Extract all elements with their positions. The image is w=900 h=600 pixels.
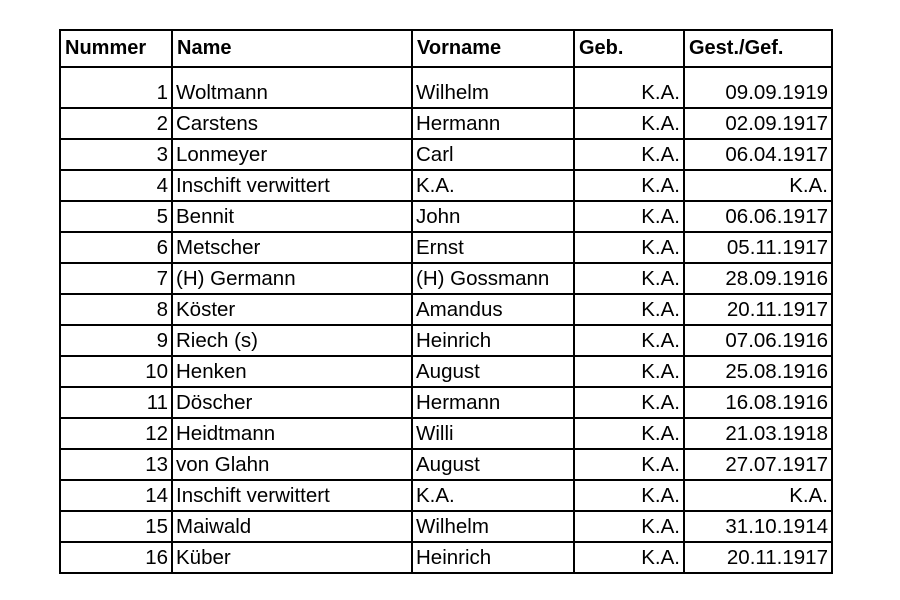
cell-vorname: Wilhelm bbox=[412, 67, 574, 108]
cell-geb: K.A. bbox=[574, 139, 684, 170]
cell-nummer: 4 bbox=[60, 170, 172, 201]
cell-nummer: 12 bbox=[60, 418, 172, 449]
table-row bbox=[60, 387, 832, 418]
table-row bbox=[60, 67, 832, 108]
cell-gest-gef: 20.11.1917 bbox=[684, 542, 832, 573]
cell-vorname: Amandus bbox=[412, 294, 574, 325]
table-row bbox=[60, 139, 832, 170]
table-row bbox=[60, 418, 832, 449]
cell-geb: K.A. bbox=[574, 170, 684, 201]
table-row bbox=[60, 480, 832, 511]
cell-gest-gef: 02.09.1917 bbox=[684, 108, 832, 139]
cell-vorname: K.A. bbox=[412, 480, 574, 511]
cell-name: Lonmeyer bbox=[172, 139, 412, 170]
cell-geb: K.A. bbox=[574, 449, 684, 480]
cell-nummer: 11 bbox=[60, 387, 172, 418]
table-row bbox=[60, 325, 832, 356]
cell-vorname: (H) Gossmann bbox=[412, 263, 574, 294]
cell-nummer: 8 bbox=[60, 294, 172, 325]
cell-nummer: 14 bbox=[60, 480, 172, 511]
cell-name: Döscher bbox=[172, 387, 412, 418]
cell-geb: K.A. bbox=[574, 294, 684, 325]
cell-vorname: Hermann bbox=[412, 387, 574, 418]
header-geb: Geb. bbox=[574, 30, 684, 67]
cell-gest-gef: 06.04.1917 bbox=[684, 139, 832, 170]
cell-gest-gef: 07.06.1916 bbox=[684, 325, 832, 356]
cell-nummer: 6 bbox=[60, 232, 172, 263]
table-row bbox=[60, 263, 832, 294]
header-row bbox=[60, 30, 832, 67]
cell-geb: K.A. bbox=[574, 263, 684, 294]
cell-name: Inschift verwittert bbox=[172, 480, 412, 511]
cell-nummer: 9 bbox=[60, 325, 172, 356]
cell-vorname: Heinrich bbox=[412, 325, 574, 356]
cell-geb: K.A. bbox=[574, 232, 684, 263]
cell-nummer: 1 bbox=[60, 67, 172, 108]
cell-vorname: Carl bbox=[412, 139, 574, 170]
cell-gest-gef: 09.09.1919 bbox=[684, 67, 832, 108]
cell-vorname: Willi bbox=[412, 418, 574, 449]
cell-geb: K.A. bbox=[574, 418, 684, 449]
table-body bbox=[60, 67, 832, 573]
header-vorname: Vorname bbox=[412, 30, 574, 67]
cell-name: Küber bbox=[172, 542, 412, 573]
cell-gest-gef: 27.07.1917 bbox=[684, 449, 832, 480]
cell-nummer: 2 bbox=[60, 108, 172, 139]
cell-gest-gef: 20.11.1917 bbox=[684, 294, 832, 325]
cell-name: Maiwald bbox=[172, 511, 412, 542]
table-row bbox=[60, 232, 832, 263]
cell-gest-gef: 05.11.1917 bbox=[684, 232, 832, 263]
cell-nummer: 10 bbox=[60, 356, 172, 387]
cell-vorname: Hermann bbox=[412, 108, 574, 139]
header-gest-gef: Gest./Gef. bbox=[684, 30, 832, 67]
cell-vorname: Ernst bbox=[412, 232, 574, 263]
cell-geb: K.A. bbox=[574, 387, 684, 418]
cell-gest-gef: 06.06.1917 bbox=[684, 201, 832, 232]
cell-nummer: 5 bbox=[60, 201, 172, 232]
cell-name: Bennit bbox=[172, 201, 412, 232]
cell-name: Woltmann bbox=[172, 67, 412, 108]
cell-geb: K.A. bbox=[574, 325, 684, 356]
table-row bbox=[60, 449, 832, 480]
cell-geb: K.A. bbox=[574, 108, 684, 139]
cell-gest-gef: 21.03.1918 bbox=[684, 418, 832, 449]
cell-nummer: 7 bbox=[60, 263, 172, 294]
cell-vorname: Wilhelm bbox=[412, 511, 574, 542]
table-row bbox=[60, 170, 832, 201]
cell-vorname: K.A. bbox=[412, 170, 574, 201]
cell-geb: K.A. bbox=[574, 480, 684, 511]
names-table bbox=[59, 29, 833, 574]
table-row bbox=[60, 108, 832, 139]
cell-name: (H) Germann bbox=[172, 263, 412, 294]
table-row bbox=[60, 511, 832, 542]
cell-gest-gef: 16.08.1916 bbox=[684, 387, 832, 418]
cell-geb: K.A. bbox=[574, 542, 684, 573]
cell-gest-gef: K.A. bbox=[684, 480, 832, 511]
cell-geb: K.A. bbox=[574, 511, 684, 542]
cell-nummer: 13 bbox=[60, 449, 172, 480]
cell-name: Köster bbox=[172, 294, 412, 325]
cell-nummer: 3 bbox=[60, 139, 172, 170]
cell-gest-gef: 25.08.1916 bbox=[684, 356, 832, 387]
cell-name: Carstens bbox=[172, 108, 412, 139]
table-row bbox=[60, 294, 832, 325]
table-row bbox=[60, 201, 832, 232]
table-row bbox=[60, 542, 832, 573]
header-nummer: Nummer bbox=[60, 30, 172, 67]
cell-name: Inschift verwittert bbox=[172, 170, 412, 201]
cell-name: Heidtmann bbox=[172, 418, 412, 449]
table-row bbox=[60, 356, 832, 387]
cell-name: Riech (s) bbox=[172, 325, 412, 356]
cell-gest-gef: K.A. bbox=[684, 170, 832, 201]
cell-vorname: Heinrich bbox=[412, 542, 574, 573]
cell-gest-gef: 31.10.1914 bbox=[684, 511, 832, 542]
cell-geb: K.A. bbox=[574, 67, 684, 108]
header-name: Name bbox=[172, 30, 412, 67]
cell-vorname: August bbox=[412, 449, 574, 480]
cell-geb: K.A. bbox=[574, 201, 684, 232]
cell-vorname: August bbox=[412, 356, 574, 387]
cell-name: von Glahn bbox=[172, 449, 412, 480]
cell-name: Metscher bbox=[172, 232, 412, 263]
cell-name: Henken bbox=[172, 356, 412, 387]
cell-vorname: John bbox=[412, 201, 574, 232]
cell-nummer: 16 bbox=[60, 542, 172, 573]
spreadsheet-table-container bbox=[59, 29, 831, 574]
cell-geb: K.A. bbox=[574, 356, 684, 387]
cell-gest-gef: 28.09.1916 bbox=[684, 263, 832, 294]
cell-nummer: 15 bbox=[60, 511, 172, 542]
